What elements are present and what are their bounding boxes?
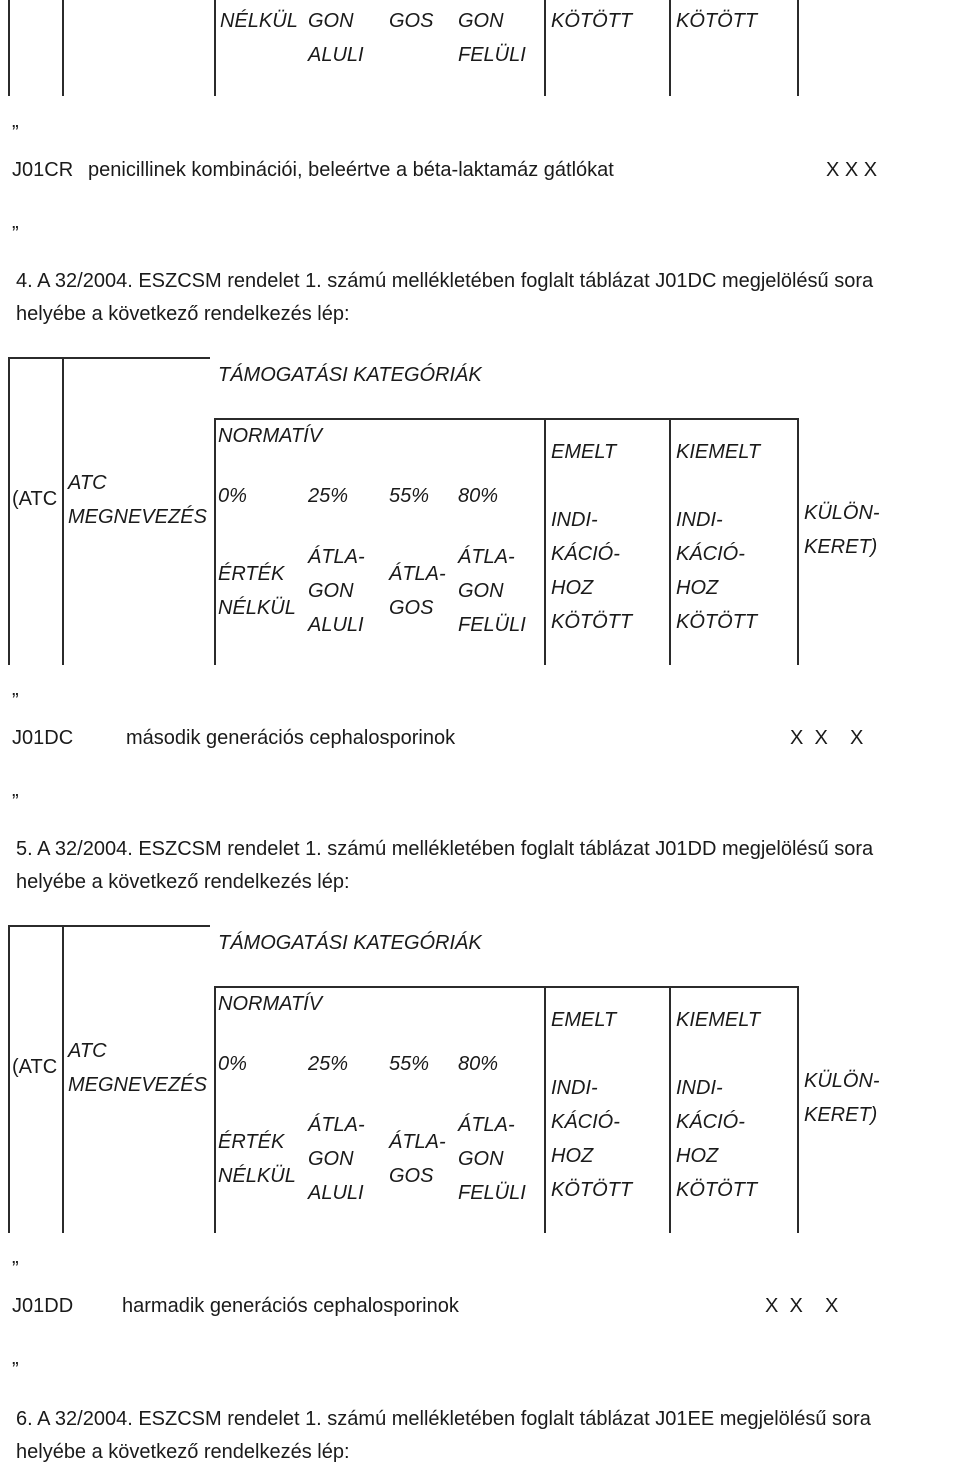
header-text: ÉRTÉK — [218, 1131, 285, 1153]
header-text — [551, 1037, 632, 1071]
header-cell — [551, 435, 632, 639]
header-text: KÁCIÓ- — [676, 543, 745, 565]
atc-open-label: (ATC — [12, 488, 58, 510]
header-text: ÉRTÉK — [218, 563, 285, 585]
header-text: INDI- — [676, 1077, 723, 1099]
table-border — [214, 0, 216, 96]
pct-label: 55% — [389, 485, 430, 507]
header-text: GON — [458, 1148, 504, 1170]
quote-close: „ — [12, 1347, 19, 1369]
table-border — [544, 0, 546, 96]
header-text: GON — [308, 1148, 354, 1170]
header-text: EMELT — [551, 1009, 617, 1031]
table-border — [669, 0, 671, 96]
header-text: FELÜLI — [458, 44, 526, 66]
paragraph-line: 5. A 32/2004. ESZCSM rendelet 1. számú mellékletében foglalt táblázat J01DD megjelölésű sora — [16, 838, 874, 860]
pct-label: 25% — [308, 485, 349, 507]
header-cell — [389, 557, 446, 625]
header-text: ATC — [68, 472, 107, 494]
table-border — [62, 357, 64, 665]
header-cell — [308, 4, 364, 72]
atc-name-header — [68, 1034, 207, 1102]
pct-label: 0% — [218, 485, 247, 507]
table-border — [8, 925, 10, 1233]
table-border — [544, 418, 799, 420]
header-text: KIEMELT — [676, 441, 761, 463]
header-cell — [389, 1125, 446, 1193]
paragraph-line: 4. A 32/2004. ESZCSM rendelet 1. számú mellékletében foglalt táblázat J01DC megjelölésű sora — [16, 270, 874, 292]
table-border — [62, 925, 64, 1233]
paragraph-line: helyébe a következő rendelkezés lép: — [16, 1441, 350, 1463]
header-cell — [804, 1064, 880, 1132]
header-text: ATC — [68, 1040, 107, 1062]
atc-name: harmadik generációs cephalosporinok — [122, 1295, 459, 1317]
atc-name-header — [68, 466, 207, 534]
pct-label: 80% — [458, 485, 499, 507]
quote-open: „ — [12, 678, 19, 700]
header-text: GOS — [389, 1165, 434, 1187]
paragraph-line: helyébe a következő rendelkezés lép: — [16, 303, 350, 325]
quote-open: „ — [12, 110, 19, 132]
header-cell — [458, 1108, 526, 1210]
header-text: INDI- — [551, 509, 598, 531]
header-text: KÖTÖTT — [551, 1179, 633, 1201]
header-text: GON — [458, 10, 504, 32]
header-text: KÁCIÓ- — [676, 1111, 745, 1133]
header-text: EMELT — [551, 441, 617, 463]
atc-name: penicillinek kombinációi, beleértve a béta-laktamáz gátlókat — [88, 159, 614, 181]
header-text: KERET) — [804, 536, 878, 558]
header-cell: GOS — [389, 10, 434, 32]
header-text: ALULI — [308, 44, 364, 66]
header-cell — [218, 1125, 296, 1193]
category-marks: X X X — [765, 1295, 839, 1317]
header-cell — [804, 496, 880, 564]
header-cell — [458, 540, 526, 642]
header-text: ÁTLA- — [458, 1114, 515, 1136]
table-border — [8, 357, 210, 359]
header-text: KERET) — [804, 1104, 878, 1126]
header-text: GOS — [389, 597, 434, 619]
header-text: GON — [308, 10, 354, 32]
header-text: KÖTÖTT — [676, 611, 758, 633]
header-text: ÁTLA- — [389, 563, 446, 585]
table-border — [669, 986, 671, 1233]
header-text: HOZ — [551, 577, 594, 599]
table-border — [214, 986, 216, 1233]
header-text: KÖTÖTT — [676, 1179, 758, 1201]
header-text: ÁTLA- — [308, 1114, 365, 1136]
header-text: ALULI — [308, 614, 364, 636]
category-marks: X X X — [790, 727, 864, 749]
header-cell — [676, 435, 760, 639]
header-text: KIEMELT — [676, 1009, 761, 1031]
header-cell: KÖTÖTT — [551, 10, 633, 32]
header-cell — [308, 1108, 365, 1210]
header-text — [551, 469, 632, 503]
header-text: KÁCIÓ- — [551, 1111, 620, 1133]
atc-open-label: (ATC — [12, 1056, 58, 1078]
pct-label: 55% — [389, 1053, 430, 1075]
table-border — [544, 986, 799, 988]
header-text: KÁCIÓ- — [551, 543, 620, 565]
header-text: FELÜLI — [458, 1182, 526, 1204]
table-border — [797, 0, 799, 96]
paragraph-line: helyébe a következő rendelkezés lép: — [16, 871, 350, 893]
header-cell — [676, 1003, 760, 1207]
header-text: KÖTÖTT — [551, 611, 633, 633]
header-text: KÜLÖN- — [804, 1070, 880, 1092]
header-cell — [308, 540, 365, 642]
quote-close: „ — [12, 211, 19, 233]
atc-code: J01DD — [12, 1295, 74, 1317]
table-border — [797, 986, 799, 1233]
header-text: ÁTLA- — [458, 546, 515, 568]
quote-open: „ — [12, 1246, 19, 1268]
header-text: HOZ — [676, 1145, 719, 1167]
header-text: HOZ — [676, 577, 719, 599]
table-border — [214, 418, 216, 665]
header-text: ÁTLA- — [308, 546, 365, 568]
header-text: NÉLKÜL — [218, 1165, 296, 1187]
table-border — [62, 0, 64, 96]
table-title: TÁMOGATÁSI KATEGÓRIÁK — [218, 932, 482, 954]
header-cell — [458, 4, 526, 72]
header-text: HOZ — [551, 1145, 594, 1167]
normativ-header: NORMATÍV — [218, 993, 323, 1015]
header-text: NÉLKÜL — [218, 597, 296, 619]
table-border — [544, 986, 546, 1233]
header-text: MEGNEVEZÉS — [68, 1074, 207, 1096]
table-border — [544, 418, 546, 665]
header-cell: KÖTÖTT — [676, 10, 758, 32]
pct-label: 0% — [218, 1053, 247, 1075]
header-text: FELÜLI — [458, 614, 526, 636]
header-text — [676, 469, 760, 503]
header-text: GON — [308, 580, 354, 602]
header-text: KÜLÖN- — [804, 502, 880, 524]
pct-label: 80% — [458, 1053, 499, 1075]
atc-name: második generációs cephalosporinok — [126, 727, 456, 749]
header-text: GON — [458, 580, 504, 602]
quote-close: „ — [12, 779, 19, 801]
header-cell: NÉLKÜL — [220, 10, 298, 32]
table-title: TÁMOGATÁSI KATEGÓRIÁK — [218, 364, 482, 386]
atc-code: J01CR — [12, 159, 74, 181]
table-border — [669, 418, 671, 665]
header-cell — [551, 1003, 632, 1207]
header-text: INDI- — [676, 509, 723, 531]
header-text: ÁTLA- — [389, 1131, 446, 1153]
header-text: INDI- — [551, 1077, 598, 1099]
paragraph-line: 6. A 32/2004. ESZCSM rendelet 1. számú mellékletében foglalt táblázat J01EE megjelölésű sora — [16, 1408, 871, 1430]
table-border — [8, 0, 10, 96]
header-text — [676, 1037, 760, 1071]
normativ-header: NORMATÍV — [218, 425, 323, 447]
table-border — [797, 418, 799, 665]
pct-label: 25% — [308, 1053, 349, 1075]
table-border — [8, 357, 10, 665]
header-text: ALULI — [308, 1182, 364, 1204]
table-border — [8, 925, 210, 927]
category-marks: X X X — [826, 159, 878, 181]
atc-code: J01DC — [12, 727, 74, 749]
header-cell — [218, 557, 296, 625]
header-text: MEGNEVEZÉS — [68, 506, 207, 528]
